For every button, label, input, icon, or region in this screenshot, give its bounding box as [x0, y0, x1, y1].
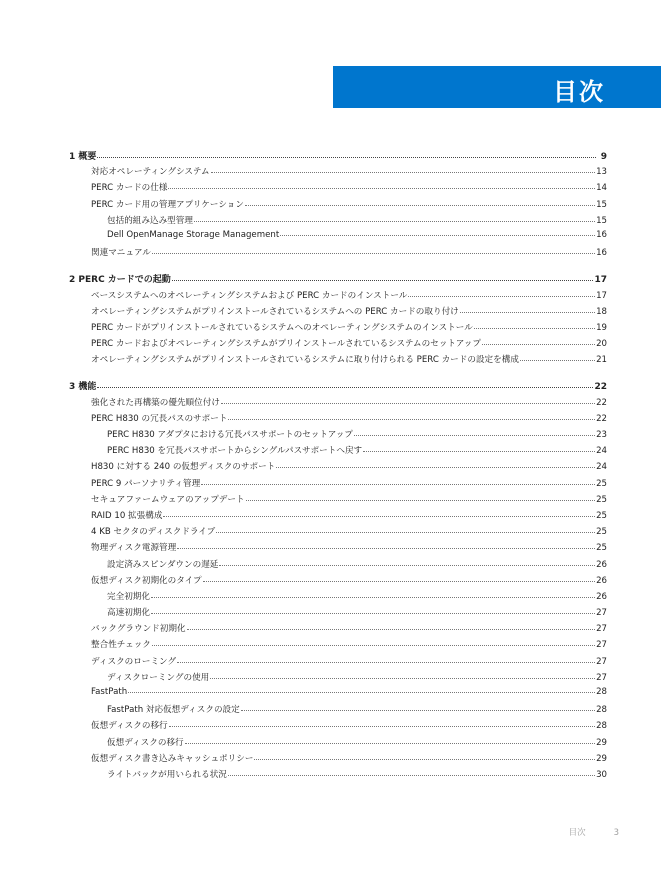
- toc-entry-title: ベースシステムへのオペレーティングシステムおよび PERC カードのインストール: [91, 290, 408, 301]
- toc-entry-title: Dell OpenManage Storage Management: [107, 229, 280, 240]
- toc-entry[interactable]: [69, 622, 607, 638]
- toc-entry-title: 完全初期化: [107, 591, 150, 602]
- toc-entry[interactable]: [69, 337, 607, 353]
- toc-entry[interactable]: [69, 214, 607, 230]
- toc-entry-title: 2 PERC カードでの起動: [69, 275, 171, 286]
- toc-entry[interactable]: [69, 525, 607, 541]
- chapter-spacer: [69, 262, 607, 272]
- toc-entry-page: 22: [596, 397, 607, 408]
- toc-entry-page: 22: [594, 382, 607, 393]
- toc-dot-leader: [201, 484, 595, 485]
- toc-dot-leader: [363, 451, 595, 452]
- toc-entry[interactable]: [69, 198, 607, 214]
- toc-dot-leader: [203, 581, 595, 582]
- toc-entry-page: 13: [596, 167, 607, 178]
- toc-entry[interactable]: [69, 752, 607, 768]
- footer-page-number: 3: [613, 828, 619, 838]
- chapter-spacer: [69, 369, 607, 379]
- toc-dot-leader: [520, 360, 595, 361]
- toc-dot-leader: [151, 613, 595, 614]
- toc-entry-page: 23: [596, 430, 607, 440]
- toc-dot-leader: [221, 403, 595, 404]
- toc-entry[interactable]: [69, 493, 607, 509]
- toc-dot-leader: [185, 743, 595, 744]
- toc-entry-page: 25: [596, 510, 607, 521]
- toc-dot-leader: [177, 662, 595, 663]
- toc-entry[interactable]: [69, 574, 607, 590]
- toc-dot-leader: [97, 157, 596, 158]
- toc-entry-page: 15: [596, 215, 607, 226]
- toc-entry-title: 設定済みスピンダウンの遅延: [107, 559, 219, 570]
- toc-dot-leader: [163, 516, 595, 517]
- toc-entry-title: 仮想ディスク初期化のタイプ: [91, 575, 202, 586]
- toc-entry-page: 17: [596, 290, 607, 301]
- toc-entry[interactable]: [69, 606, 607, 622]
- toc-dot-leader: [152, 253, 595, 254]
- toc-entry-page: 26: [596, 559, 607, 570]
- toc-dot-leader: [228, 775, 595, 776]
- toc-entry[interactable]: [69, 703, 607, 719]
- toc-dot-leader: [280, 235, 595, 236]
- toc-entry-title: PERC カード用の管理アプリケーション: [91, 199, 244, 210]
- toc-entry[interactable]: [69, 230, 607, 246]
- toc-entry-page: 15: [596, 199, 607, 210]
- toc-entry-title: FastPath 対応仮想ディスクの設定: [107, 705, 240, 716]
- toc-entry[interactable]: [69, 590, 607, 606]
- toc-entry-title: 3 機能: [69, 382, 97, 393]
- toc-entry-title: 強化された再構築の優先順位付け: [91, 397, 220, 408]
- toc-entry[interactable]: [69, 246, 607, 262]
- toc-entry-page: 22: [596, 413, 607, 424]
- toc-entry-title: 高速初期化: [107, 608, 150, 619]
- toc-entry-title: オペレーティングシステムがプリインストールされているシステムに取り付けられる PERC カードの設定を構成: [91, 355, 519, 366]
- toc-entry[interactable]: [69, 719, 607, 735]
- toc-entry-title: 整合性チェック: [91, 640, 151, 651]
- toc-dot-leader: [194, 221, 595, 222]
- toc-entry[interactable]: [69, 396, 607, 412]
- toc-entry-page: 29: [596, 737, 607, 748]
- toc-entry-page: 24: [596, 462, 607, 473]
- toc-dot-leader: [211, 172, 595, 173]
- toc-entry[interactable]: [69, 321, 607, 337]
- toc-entry-page: 27: [596, 640, 607, 651]
- toc-dot-leader: [254, 759, 595, 760]
- toc-entry[interactable]: [69, 638, 607, 654]
- toc-entry[interactable]: [69, 509, 607, 525]
- toc-dot-leader: [216, 532, 595, 533]
- toc-entry-title: 包括的組み込み型管理: [107, 215, 193, 226]
- toc-dot-leader: [219, 565, 595, 566]
- header-banner: [333, 66, 661, 108]
- toc-entry-title: オペレーティングシステムがプリインストールされているシステムへの PERC カードの取り付け: [91, 306, 459, 317]
- toc-entry[interactable]: [69, 412, 607, 428]
- toc-entry[interactable]: [69, 428, 607, 444]
- toc-entry-title: 仮想ディスクの移行: [107, 737, 184, 748]
- toc-entry-page: 28: [596, 687, 607, 697]
- toc-entry-title: FastPath: [91, 687, 128, 697]
- toc-chapter-entry[interactable]: [69, 379, 607, 395]
- toc-dot-leader: [354, 435, 595, 436]
- toc-dot-leader: [482, 344, 595, 345]
- toc-entry-title: PERC H830 を冗長パスサポートからシングルパスサポートへ戻す: [107, 446, 363, 457]
- toc-entry[interactable]: [69, 655, 607, 671]
- toc-entry-title: 仮想ディスク書き込みキャッシュポリシー: [91, 753, 254, 764]
- toc-entry-page: 26: [596, 591, 607, 602]
- toc-entry[interactable]: [69, 353, 607, 369]
- toc-entry-page: 27: [596, 608, 607, 619]
- toc-dot-leader: [172, 280, 594, 281]
- toc-entry-title: 1 概要: [69, 152, 97, 162]
- toc-entry-title: 対応オペレーティングシステム: [91, 167, 210, 178]
- toc-dot-leader: [276, 467, 595, 468]
- toc-entry-title: 関連マニュアル: [91, 248, 151, 259]
- table-of-contents: [69, 149, 607, 784]
- toc-entry[interactable]: [69, 541, 607, 557]
- toc-entry-title: PERC H830 アダプタにおける冗長パスサポートのセットアップ: [107, 430, 353, 440]
- toc-entry-page: 27: [596, 672, 607, 683]
- toc-dot-leader: [460, 312, 595, 313]
- toc-entry[interactable]: [69, 165, 607, 181]
- toc-entry-title: ディスクローミングの使用: [107, 672, 210, 683]
- toc-entry-page: 28: [596, 705, 607, 716]
- toc-entry-page: 17: [594, 275, 607, 286]
- toc-entry-title: 物理ディスク電源管理: [91, 543, 177, 554]
- toc-entry-page: 18: [596, 306, 607, 317]
- toc-entry-title: PERC H830 の冗長パスのサポート: [91, 413, 228, 424]
- toc-entry-title: ディスクのローミング: [91, 656, 177, 667]
- toc-chapter-entry[interactable]: [69, 149, 607, 165]
- toc-dot-leader: [474, 328, 595, 329]
- toc-entry-page: 27: [596, 656, 607, 667]
- toc-entry[interactable]: [69, 477, 607, 493]
- page-title: 目次: [553, 78, 605, 106]
- toc-dot-leader: [241, 710, 595, 711]
- toc-dot-leader: [187, 629, 596, 630]
- toc-entry-title: PERC 9 パーソナリティ管理: [91, 478, 201, 489]
- toc-entry-title: ライトバックが用いられる状況: [107, 769, 227, 780]
- toc-entry-title: PERC カードの仕様: [91, 183, 168, 194]
- toc-dot-leader: [210, 678, 595, 679]
- toc-dot-leader: [168, 188, 595, 189]
- footer-label: 目次: [568, 828, 586, 838]
- toc-entry[interactable]: [69, 444, 607, 460]
- toc-entry-title: PERC カードがプリインストールされているシステムへのオペレーティングシステムのインストール: [91, 322, 473, 333]
- toc-entry[interactable]: [69, 671, 607, 687]
- toc-dot-leader: [246, 500, 595, 501]
- toc-dot-leader: [169, 726, 595, 727]
- toc-entry-page: 25: [596, 527, 607, 538]
- toc-entry[interactable]: [69, 181, 607, 197]
- toc-dot-leader: [97, 387, 593, 388]
- toc-entry-page: 26: [596, 575, 607, 586]
- toc-entry-page: 30: [596, 769, 607, 780]
- toc-entry[interactable]: [69, 558, 607, 574]
- toc-entry-page: 20: [596, 339, 607, 350]
- page-footer: [569, 826, 619, 838]
- toc-chapter-entry[interactable]: [69, 272, 607, 288]
- toc-entry-title: セキュアファームウェアのアップデート: [91, 494, 245, 505]
- toc-entry-page: 29: [596, 753, 607, 764]
- toc-dot-leader: [151, 597, 595, 598]
- toc-entry-page: 27: [596, 624, 607, 635]
- toc-entry[interactable]: [69, 289, 607, 305]
- toc-dot-leader: [128, 692, 595, 693]
- toc-entry-page: 24: [596, 446, 607, 457]
- toc-entry-title: RAID 10 拡張構成: [91, 510, 163, 521]
- toc-entry[interactable]: [69, 768, 607, 784]
- toc-entry-page: 19: [596, 322, 607, 333]
- toc-entry-page: 16: [596, 229, 607, 240]
- toc-dot-leader: [245, 205, 595, 206]
- toc-dot-leader: [152, 645, 595, 646]
- toc-entry-page: 9: [600, 152, 607, 162]
- toc-entry-page: 25: [596, 478, 607, 489]
- toc-entry[interactable]: [69, 460, 607, 476]
- toc-entry-title: PERC カードおよびオペレーティングシステムがプリインストールされているシステムのセットアップ: [91, 339, 481, 350]
- toc-entry-page: 25: [596, 494, 607, 505]
- toc-entry-title: 4 KB セクタのディスクドライブ: [91, 527, 216, 538]
- toc-entry[interactable]: [69, 736, 607, 752]
- toc-entry[interactable]: [69, 687, 607, 703]
- toc-entry-title: バックグラウンド初期化: [91, 624, 186, 635]
- toc-entry-page: 28: [596, 721, 607, 732]
- toc-entry-page: 21: [596, 355, 607, 366]
- toc-entry-page: 14: [596, 183, 607, 194]
- toc-entry-page: 16: [596, 248, 607, 259]
- toc-entry[interactable]: [69, 305, 607, 321]
- toc-entry-title: 仮想ディスクの移行: [91, 721, 168, 732]
- toc-dot-leader: [228, 419, 595, 420]
- toc-entry-title: H830 に対する 240 の仮想ディスクのサポート: [91, 462, 276, 473]
- toc-entry-page: 25: [596, 543, 607, 554]
- toc-dot-leader: [177, 548, 595, 549]
- toc-dot-leader: [408, 296, 595, 297]
